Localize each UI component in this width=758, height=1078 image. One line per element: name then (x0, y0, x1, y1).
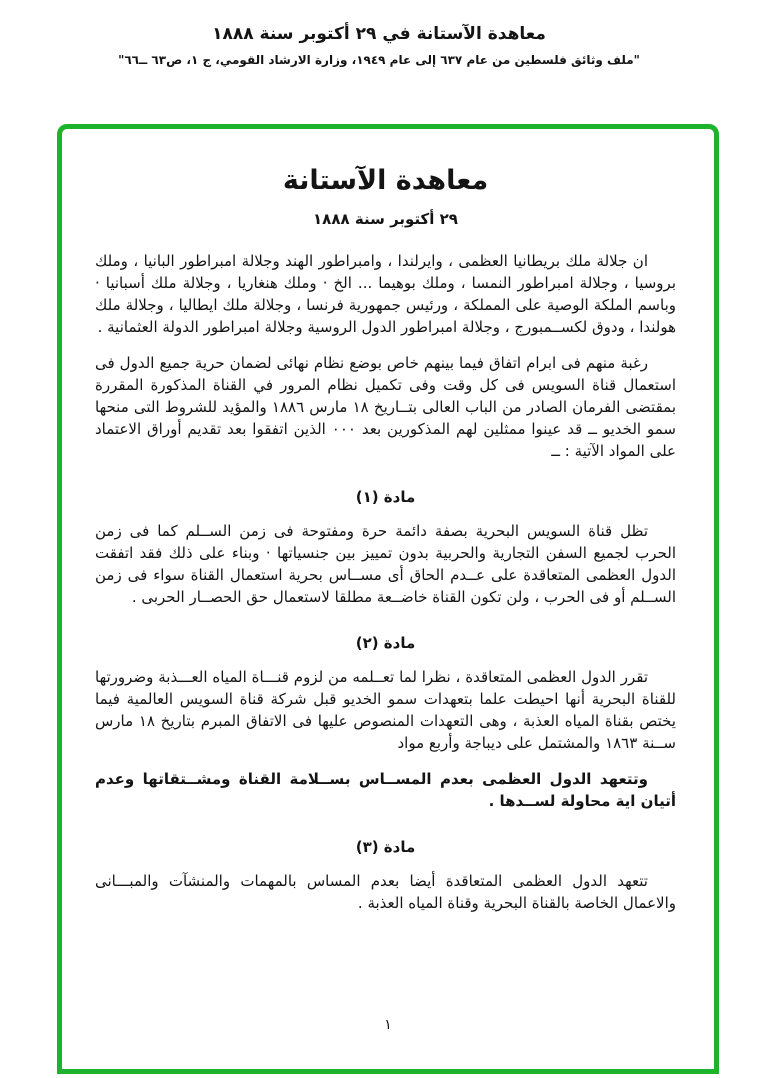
article-1-heading: مادة (١) (355, 488, 416, 506)
page-header (0, 0, 758, 67)
treaty-date-line: ٢٩ أكتوبر سنة ١٨٨٨ (313, 210, 458, 228)
article-2-heading: مادة (٢) (355, 634, 416, 652)
article-1-paragraph: تظل قناة السويس البحرية بصفة دائمة حرة ومفتوحة فى زمن الســلم كما فى زمن الحرب لجميع السفن التجارية والحربية بدون تمييز بين جنسياتها · وبناء على ذلك فقد اتفقت الدول العظمى المتعاقدة على عــدم الحاق أى مســاس بحرية استعمال القناة سواء فى زمن الســلم أو فى الحرب ، ولن تكون القناة خاضــعة مطلقا لاستعمال حق الحصــار الحربى . (95, 522, 676, 606)
article-3-heading: مادة (٣) (355, 838, 416, 856)
preamble-paragraph-1: ان جلالة ملك بريطانيا العظمى ، وايرلندا ، وامبراطور الهند وجلالة امبراطور البانيا ، وملك بروسيا ، وجلالة امبراطور النمسا ، وملك بوهيما ... الخ · وملك هنغاريا ، وجلالة ملك أسبانيا · وباسم الملكة الوصية على المملكة ، ورئيس جمهورية فرنسا ، وجلالة ملك ايطاليا ، وجلالة ملك هولندا ، ودوق لكســمبورج ، وجلالة امبراطور الدول الروسية وجلالة امبراطور الدولة العثمانية . (95, 252, 676, 336)
page-number: ١ (384, 1017, 392, 1033)
header-source-note: "ملف وثائق فلسطين من عام ٦٣٧ إلى عام ١٩٤٩، وزارة الارشاد القومي، ج ١، ص٦٣ ــ٦٦" (118, 53, 640, 67)
article-3-paragraph: تتعهد الدول العظمى المتعاقدة أيضا بعدم المساس بالمهمات والمنشآت والمبـــانى والاعمال الخاصة بالقناة البحرية وقناة المياه العذبة . (95, 872, 676, 912)
green-border-frame (57, 124, 719, 1074)
article-2-emphasis-paragraph: وتتعهد الدول العظمى بعدم المســاس بســلامة القناة ومشــتقاتها وعدم أتيان اية محاولة لســدها . (95, 770, 676, 810)
treaty-body (62, 129, 714, 1069)
preamble-paragraph-2: رغبة منهم فى ابرام اتفاق فيما بينهم خاص بوضع نظام نهائى لضمان حرية جميع الدول فى استعمال قناة السويس فى كل وقت وفى تكميل نظام المرور في القناة المذكورة المقررة بمقتضى الفرمان الصادر من الباب العالى بتــاريخ ١٨ مارس ١٨٨٦ والمؤيد للشروط التى منحها سمو الخديو ــ قد عينوا ممثلين لهم المذكورين بعد ٠٠٠ الذين اتفقوا بعد تقديم أوراق الاعتماد على المواد الآتية : ــ (95, 354, 676, 460)
header-title: معاهدة الآستانة في ٢٩ أكتوبر سنة ١٨٨٨ (212, 24, 546, 44)
article-2-paragraph: تقرر الدول العظمى المتعاقدة ، نظرا لما تعــلمه من لزوم قنـــاة المياه العـــذبة وضرورتها للقناة البحرية أنها احيطت علما بتعهدات سمو الخديو قبل شركة قناة السويس العالمية فيما يختص بقناة المياه العذبة ، وهى التعهدات المنصوص عليها فى الاتفاق المبرم بتاريخ ١٨ مارس ســنة ١٨٦٣ والمشتمل على ديباجة وأربع مواد (95, 668, 676, 752)
treaty-title: معاهدة الآستانة (282, 165, 489, 196)
